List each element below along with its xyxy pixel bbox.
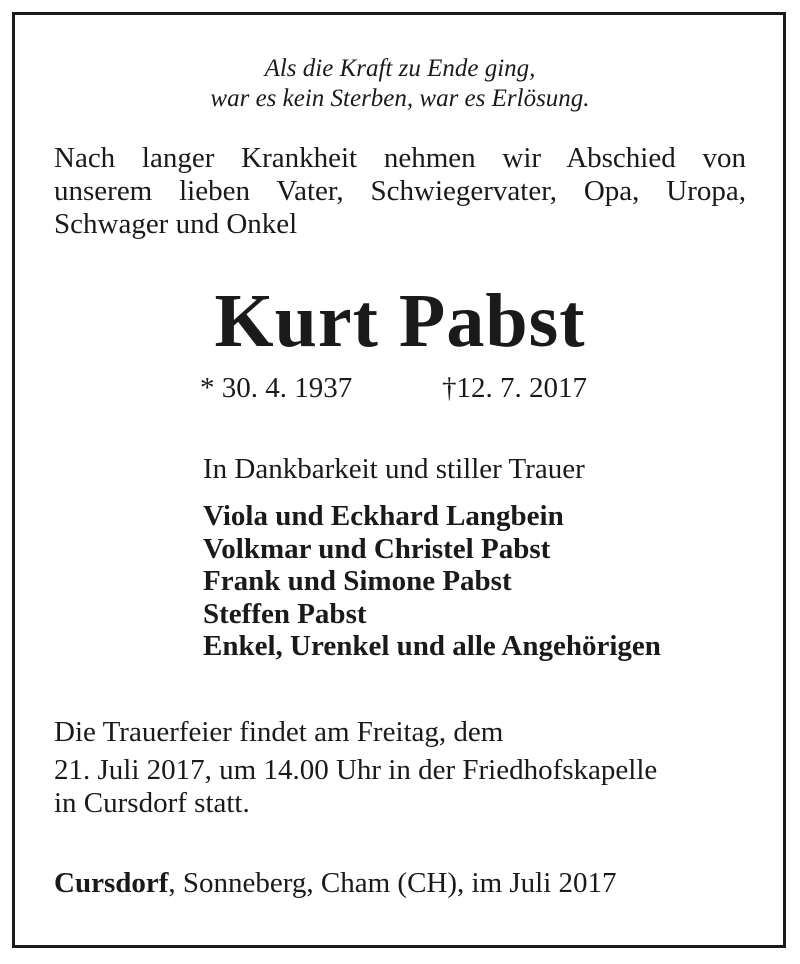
mourning-intro: In Dankbarkeit und stiller Trauer xyxy=(203,453,585,485)
intro-line-3: Schwager und Onkel xyxy=(54,208,298,240)
service-line-1: Die Trauerfeier findet am Freitag, dem xyxy=(54,716,504,748)
mourner-name: Steffen Pabst xyxy=(203,597,367,630)
intro-line-1: Nach langer Krankheit nehmen wir Abschied von xyxy=(54,142,746,174)
closing-rest: , Sonneberg, Cham (CH), im Juli 2017 xyxy=(168,867,617,899)
mourner-name: Enkel, Urenkel und alle Angehörigen xyxy=(203,630,661,662)
closing-place: Cursdorf xyxy=(54,867,169,899)
service-line-2: 21. Juli 2017, um 14.00 Uhr in der Friedhofskapelle xyxy=(54,754,658,786)
funeral-service-info xyxy=(54,716,657,820)
deceased-name: Kurt Pabst xyxy=(214,279,586,363)
birth-date: * 30. 4. 1937 xyxy=(200,372,353,404)
mourners-list xyxy=(203,500,661,663)
motto-line-1: Als die Kraft zu Ende ging, xyxy=(264,55,536,82)
service-line-3: in Cursdorf statt. xyxy=(54,787,250,819)
motto xyxy=(0,54,800,114)
mourner-name: Frank und Simone Pabst xyxy=(203,565,512,597)
intro-line-2: unserem lieben Vater, Schwiegervater, Opa, Uropa, xyxy=(54,175,746,207)
intro-text xyxy=(54,142,746,241)
closing-line xyxy=(54,866,617,900)
motto-line-2: war es kein Sterben, war es Erlösung. xyxy=(210,85,590,112)
death-date: †12. 7. 2017 xyxy=(442,372,587,404)
mourner-name: Volkmar und Christel Pabst xyxy=(203,532,551,565)
mourner-name: Viola und Eckhard Langbein xyxy=(203,500,564,532)
